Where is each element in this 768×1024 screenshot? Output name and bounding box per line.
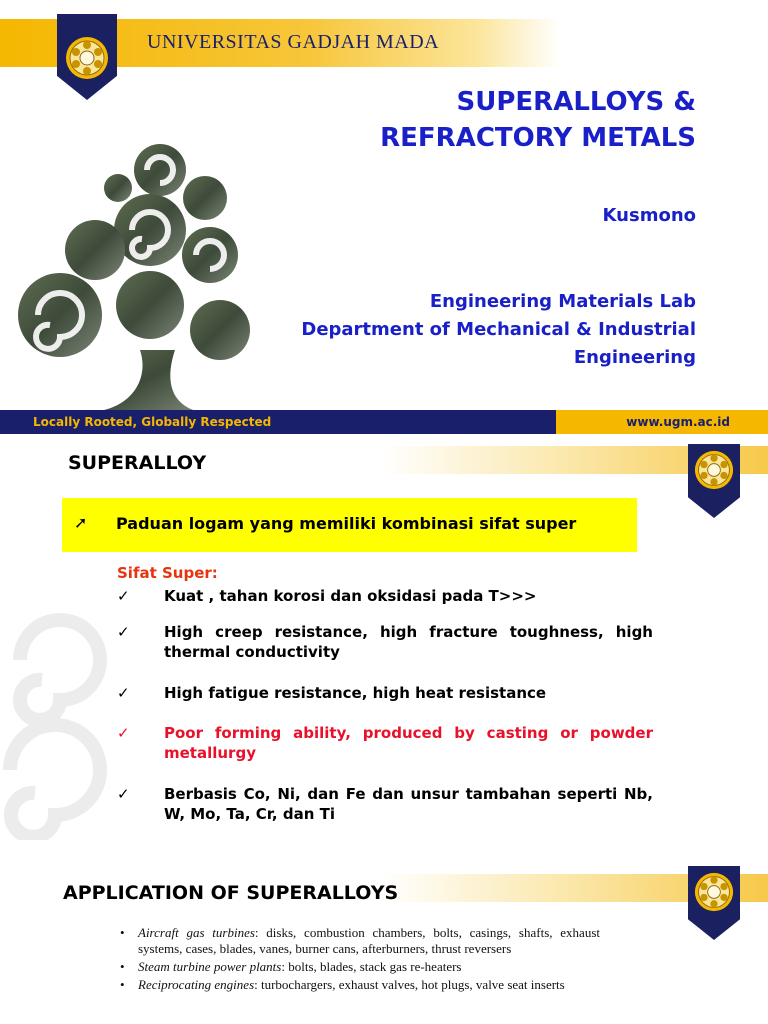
list-item bbox=[120, 977, 600, 993]
bullet-text: Kuat , tahan korosi dan oksidasi pada T>>> bbox=[164, 587, 537, 605]
bullet-icon: • bbox=[120, 925, 125, 940]
sub-heading: Sifat Super: bbox=[117, 564, 218, 582]
definition-box bbox=[62, 498, 637, 552]
bullet-icon: • bbox=[120, 977, 125, 992]
decorative-swirl-image bbox=[0, 620, 110, 840]
bullet-text: Berbasis Co, Ni, dan Fe dan unsur tambahan seperti Nb, W, Mo, Ta, Cr, dan Ti bbox=[164, 785, 653, 823]
bullet-item-highlight bbox=[117, 723, 653, 763]
bullet-text: High fatigue resistance, high heat resistance bbox=[164, 684, 547, 702]
check-icon: ✓ bbox=[117, 623, 130, 641]
list-item bbox=[120, 959, 600, 975]
affiliation-line-2: Department of Mechanical & Industrial bbox=[301, 319, 696, 340]
decorative-tree-image bbox=[0, 140, 250, 420]
definition-text: Paduan logam yang memiliki kombinasi sifat super bbox=[116, 514, 577, 533]
footer-url[interactable]: www.ugm.ac.id bbox=[626, 415, 730, 429]
check-icon: ✓ bbox=[117, 785, 130, 803]
slide-title: SUPERALLOY bbox=[68, 452, 207, 474]
check-icon: ✓ bbox=[117, 587, 130, 605]
bullet-item bbox=[117, 622, 653, 662]
application-lead: Reciprocating engines bbox=[138, 977, 255, 992]
application-slide bbox=[0, 840, 768, 1024]
affiliation bbox=[301, 288, 696, 372]
footer-tagline: Locally Rooted, Globally Respected bbox=[33, 415, 272, 429]
slide-footer bbox=[0, 410, 768, 434]
bullet-text: Poor forming ability, produced by casting or powder metallurgy bbox=[164, 724, 653, 762]
bullet-item bbox=[117, 683, 653, 703]
arrow-up-right-icon: ➚ bbox=[74, 513, 88, 532]
ugm-logo-icon bbox=[57, 14, 117, 100]
list-item bbox=[120, 925, 600, 957]
bullet-item bbox=[117, 586, 653, 606]
title-line-1: SUPERALLOYS & bbox=[456, 87, 696, 117]
check-icon: ✓ bbox=[117, 724, 130, 742]
application-detail: : turbochargers, exhaust valves, hot plugs, valve seat inserts bbox=[254, 977, 565, 992]
check-icon: ✓ bbox=[117, 684, 130, 702]
author-name: Kusmono bbox=[602, 205, 696, 226]
bullet-item bbox=[117, 784, 653, 824]
affiliation-line-3: Engineering bbox=[573, 347, 696, 368]
application-list bbox=[120, 925, 600, 995]
slide-title: APPLICATION OF SUPERALLOYS bbox=[63, 882, 399, 904]
ugm-logo-icon bbox=[688, 444, 740, 518]
title-line-2: REFRACTORY METALS bbox=[380, 123, 696, 153]
ugm-logo-icon bbox=[688, 866, 740, 940]
affiliation-line-1: Engineering Materials Lab bbox=[429, 291, 696, 312]
bullet-text: High creep resistance, high fracture toughness, high thermal conductivity bbox=[164, 623, 653, 661]
application-lead: Aircraft gas turbines bbox=[138, 925, 255, 940]
bullet-icon: • bbox=[120, 959, 125, 974]
application-lead: Steam turbine power plants bbox=[138, 959, 282, 974]
application-detail: : disks, combustion chambers, bolts, casings, shafts, exhaust systems, cases, blades, vanes, burner cans, afterburners, thrust reversers bbox=[138, 925, 600, 956]
slide-title bbox=[380, 84, 696, 156]
application-detail: : bolts, blades, stack gas re-heaters bbox=[281, 959, 462, 974]
title-slide bbox=[0, 0, 768, 440]
superalloy-slide bbox=[0, 440, 768, 840]
university-name: UNIVERSITAS GADJAH MADA bbox=[147, 31, 440, 53]
